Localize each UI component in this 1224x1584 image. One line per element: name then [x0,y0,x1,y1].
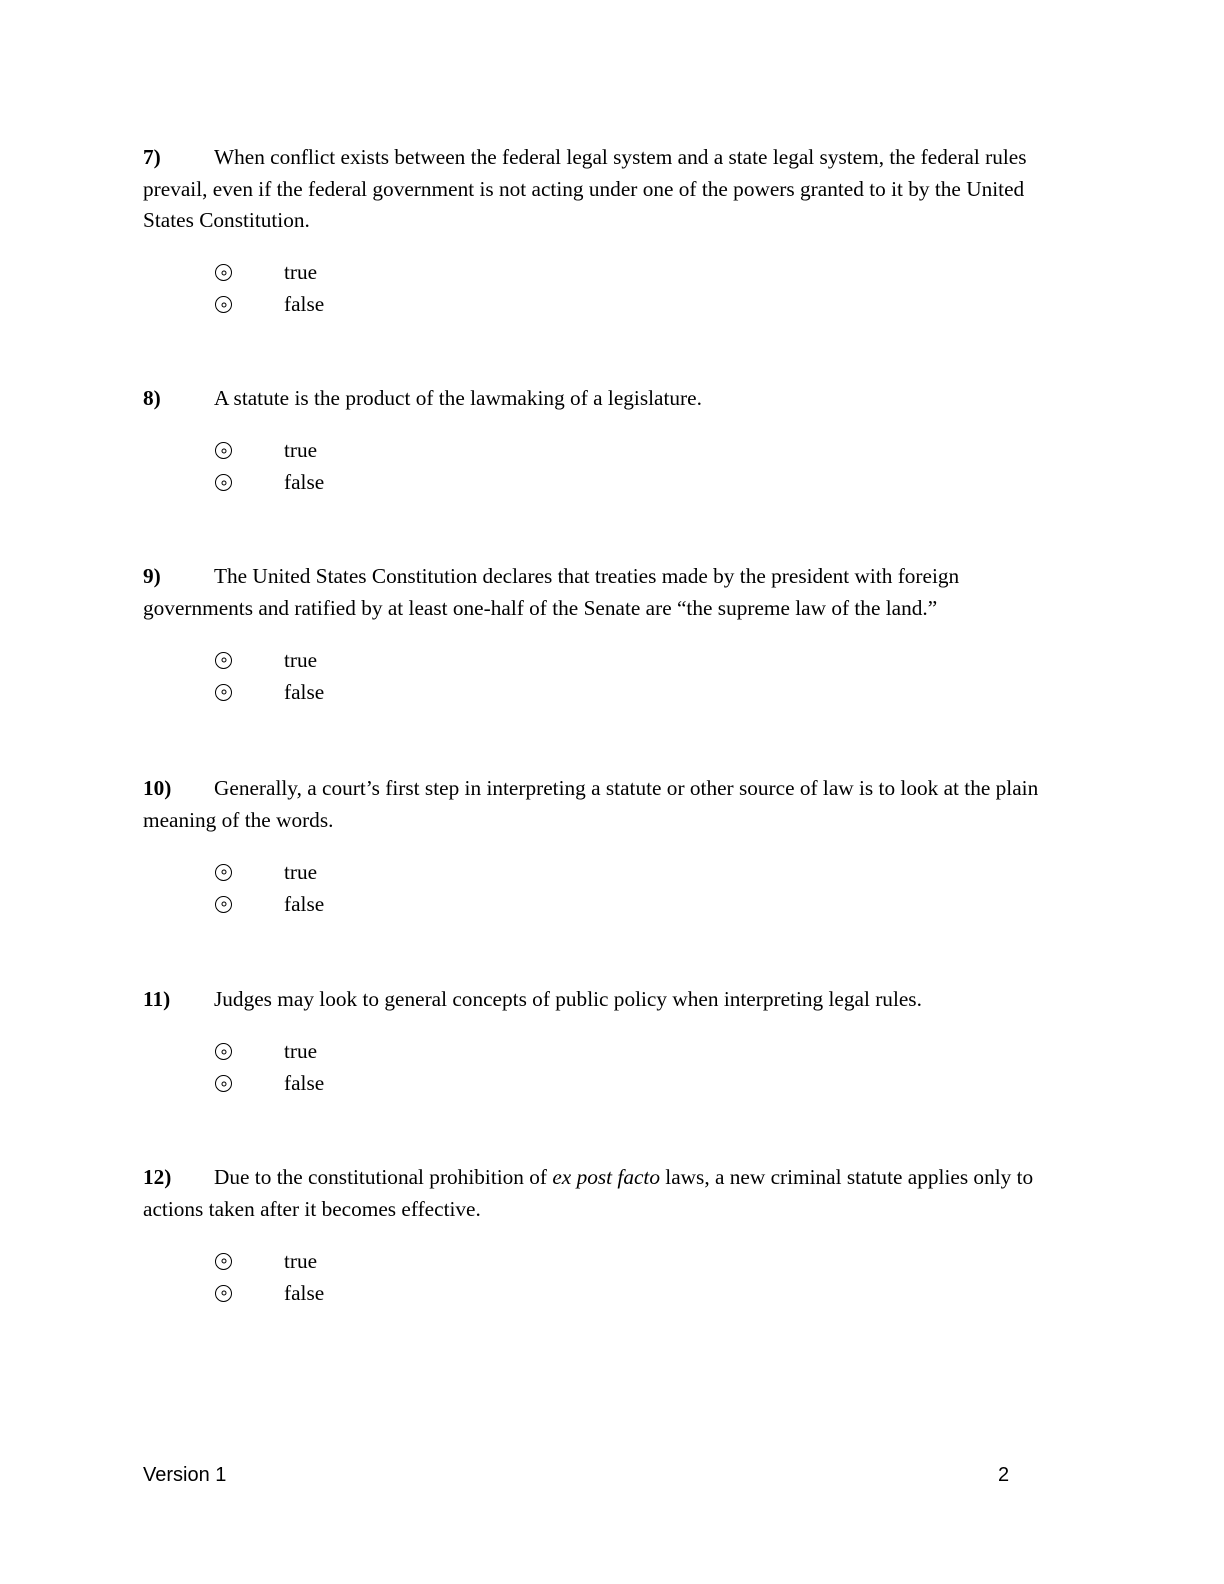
question-stem [143,984,1073,1016]
question-number: 12) [143,1165,172,1189]
option-false[interactable] [215,1277,1073,1309]
option-true[interactable] [215,257,1073,289]
question-number: 11) [143,987,171,1011]
option-false[interactable] [215,888,1073,920]
option-label: true [284,647,318,672]
option-label: true [284,1039,318,1063]
question-10 [143,773,1073,920]
radio-circle-icon[interactable] [215,684,232,701]
radio-circle-icon[interactable] [215,474,232,491]
question-12 [143,1162,1073,1309]
footer-version: Version 1 [143,1464,227,1486]
question-9 [143,561,1073,708]
question-number: 10) [143,776,172,800]
radio-circle-icon[interactable] [215,1253,232,1270]
radio-circle-icon[interactable] [215,864,232,881]
question-text: laws, a new criminal statute applies only to actions taken after it becomes effective. [143,1165,1034,1221]
answer-options [215,435,1073,499]
option-label: false [284,292,325,316]
question-11 [143,984,1073,1100]
option-true[interactable] [215,856,1073,888]
question-stem [143,142,1073,237]
answer-options [215,644,1073,708]
question-text: Due to the constitutional prohibition of [214,1165,553,1189]
question-text: When conflict exists between the federal legal system and a state legal system, the federal rules prevail, even if the federal government is not acting under one of the powers granted to it by the United States Constitution. [143,145,1027,232]
question-text: Judges may look to general concepts of public policy when interpreting legal rules. [214,987,922,1011]
option-false[interactable] [215,467,1073,499]
option-false[interactable] [215,676,1073,708]
option-true[interactable] [215,435,1073,467]
option-label: true [284,859,318,884]
footer-page-number: 2 [998,1464,1010,1486]
answer-options [215,1036,1073,1100]
radio-circle-icon[interactable] [215,296,232,313]
radio-circle-icon[interactable] [215,264,232,281]
option-label: true [284,1248,318,1273]
option-true[interactable] [215,1036,1073,1068]
radio-circle-icon[interactable] [215,652,232,669]
option-label: false [284,679,325,704]
option-false[interactable] [215,1068,1073,1100]
question-number: 8) [143,386,161,410]
option-label: false [284,470,325,494]
question-number: 9) [143,564,161,588]
question-stem [143,1162,1073,1225]
question-stem [143,773,1073,836]
answer-options [215,856,1073,920]
radio-circle-icon[interactable] [215,1043,232,1060]
question-stem [143,383,1073,415]
question-text-italic: ex post facto [552,1165,660,1189]
question-8 [143,383,1073,499]
option-label: true [284,260,318,284]
question-text: The United States Constitution declares that treaties made by the president with foreign governments and ratified by at least one-half of the Senate are “the supreme law of the land.” [143,564,960,620]
option-label: false [284,1071,325,1095]
option-label: false [284,891,325,916]
question-text: Generally, a court’s first step in interpreting a statute or other source of law is to look at the plain meaning of the words. [143,776,1039,832]
question-stem [143,561,1073,624]
answer-options [215,257,1073,321]
radio-circle-icon[interactable] [215,896,232,913]
option-true[interactable] [215,1245,1073,1277]
radio-circle-icon[interactable] [215,1285,232,1302]
answer-options [215,1245,1073,1309]
option-false[interactable] [215,289,1073,321]
option-label: false [284,1280,325,1305]
question-number: 7) [143,145,161,169]
option-true[interactable] [215,644,1073,676]
question-7 [143,142,1073,321]
radio-circle-icon[interactable] [215,442,232,459]
question-text: A statute is the product of the lawmaking of a legislature. [214,386,702,410]
option-label: true [284,438,318,462]
radio-circle-icon[interactable] [215,1075,232,1092]
